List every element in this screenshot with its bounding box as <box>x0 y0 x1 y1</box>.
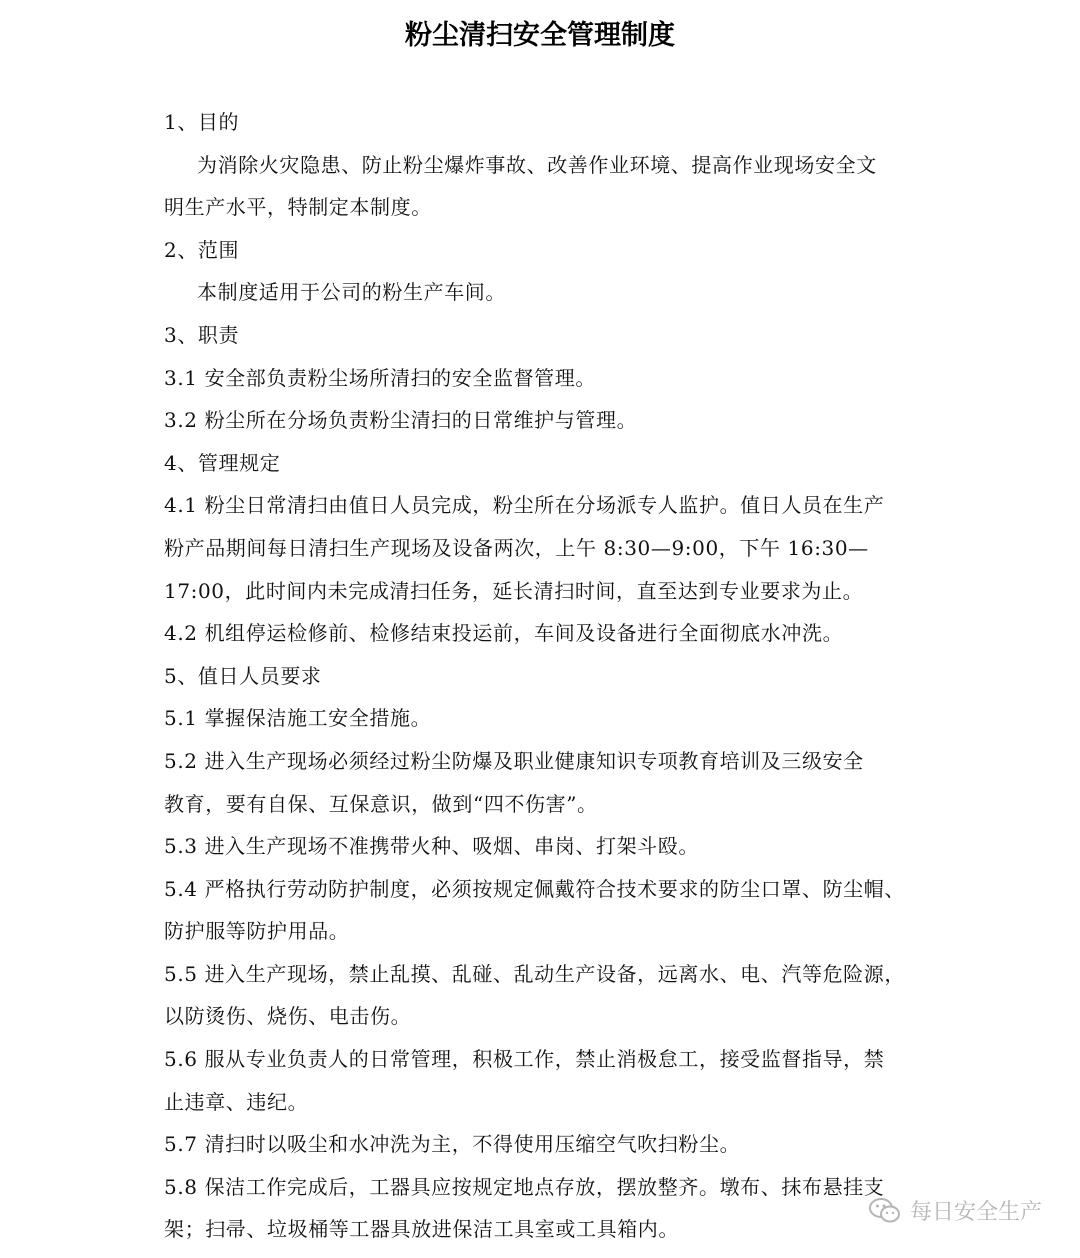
wechat-icon <box>868 1197 902 1225</box>
document-title: 粉尘清扫安全管理制度 <box>405 20 675 51</box>
paragraph-line: 止违章、违纪。 <box>164 1089 309 1114</box>
clause-5-7: 5.7 清扫时以吸尘和水冲洗为主，不得使用压缩空气吹扫粉尘。 <box>164 1132 741 1157</box>
clause-5-4: 5.4 严格执行劳动防护制度，必须按规定佩戴符合技术要求的防尘口罩、防尘帽、 <box>164 876 905 901</box>
clause-4-1: 4.1 粉尘日常清扫由值日人员完成，粉尘所在分场派专人监护。值日人员在生产 <box>164 493 885 518</box>
clause-5-5: 5.5 进入生产现场，禁止乱摸、乱碰、乱动生产设备，远离水、电、汽等危险源， <box>164 961 905 986</box>
clause-5-6: 5.6 服从专业负责人的日常管理，积极工作，禁止消极怠工，接受监督指导，禁 <box>164 1047 885 1072</box>
paragraph-line: 防护服等防护用品。 <box>164 919 350 944</box>
paragraph-line: 以防烫伤、烧伤、电击伤。 <box>164 1004 412 1029</box>
clause-5-1: 5.1 掌握保洁施工安全措施。 <box>164 706 432 731</box>
paragraph-line: 17:00，此时间内未完成清扫任务，延长清扫时间，直至达到专业要求为止。 <box>164 578 864 603</box>
section-heading-scope: 2、范围 <box>164 237 240 262</box>
paragraph-line: 为消除火灾隐患、防止粉尘爆炸事故、改善作业环境、提高作业现场安全文 <box>197 152 877 177</box>
paragraph-line: 粉产品期间每日清扫生产现场及设备两次，上午 8:30—9:00，下午 16:30— <box>164 535 869 560</box>
watermark <box>868 1195 1042 1226</box>
section-heading-regulations: 4、管理规定 <box>164 450 281 475</box>
paragraph-line: 明生产水平，特制定本制度。 <box>164 195 432 220</box>
clause-4-2: 4.2 机组停运检修前、检修结束投运前，车间及设备进行全面彻底水冲洗。 <box>164 621 844 646</box>
section-heading-purpose: 1、目的 <box>164 110 240 134</box>
document-body <box>164 101 924 1251</box>
clause-5-2: 5.2 进入生产现场必须经过粉尘防爆及职业健康知识专项教育培训及三级安全 <box>164 748 864 773</box>
paragraph-line: 架；扫帚、垃圾桶等工器具放进保洁工具室或工具箱内。 <box>164 1217 679 1242</box>
clause-3-2: 3.2 粉尘所在分场负责粉尘清扫的日常维护与管理。 <box>164 408 638 433</box>
clause-5-3: 5.3 进入生产现场不准携带火种、吸烟、串岗、打架斗殴。 <box>164 834 699 859</box>
clause-3-1: 3.1 安全部负责粉尘场所清扫的安全监督管理。 <box>164 365 596 390</box>
section-heading-duty-staff: 5、值日人员要求 <box>164 663 322 688</box>
paragraph-line: 教育，要有自保、互保意识，做到“四不伤害”。 <box>164 791 598 816</box>
watermark-text: 每日安全生产 <box>909 1200 1042 1225</box>
paragraph-line: 本制度适用于公司的粉生产车间。 <box>197 280 506 305</box>
section-heading-duties: 3、职责 <box>164 322 240 347</box>
clause-5-8: 5.8 保洁工作完成后，工器具应按规定地点存放，摆放整齐。墩布、抹布悬挂支 <box>164 1174 885 1199</box>
